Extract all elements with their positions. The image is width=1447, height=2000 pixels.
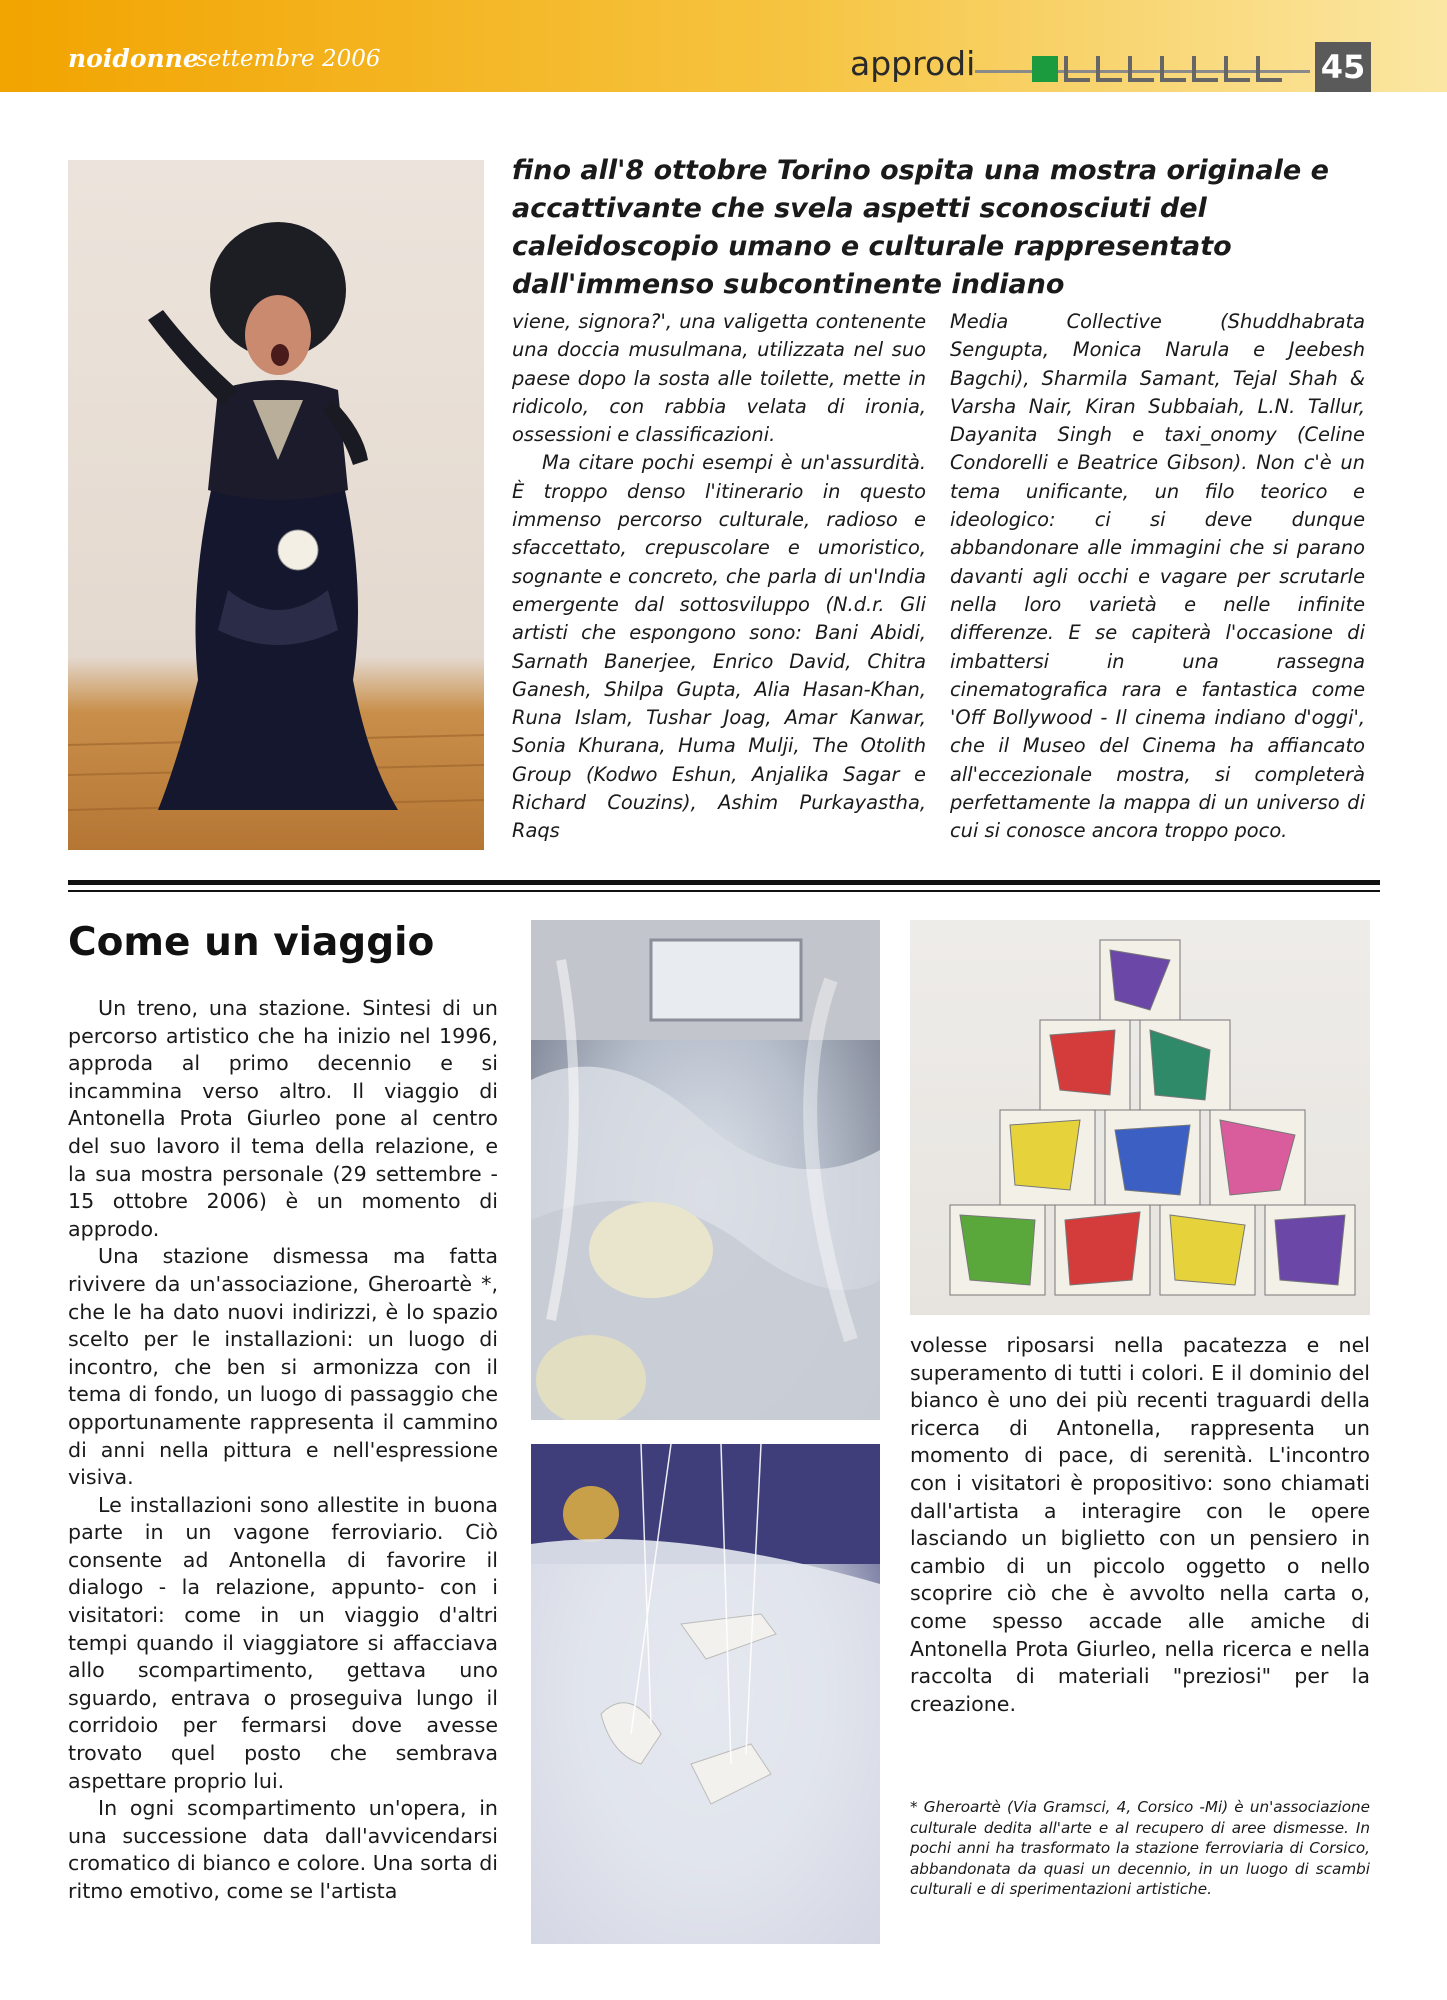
article-column-left	[68, 995, 498, 1906]
marker-square	[1128, 56, 1154, 82]
paragraph: Ma citare pochi esempi è un'assurdità. È troppo denso l'itinerario in questo immenso percorso culturale, radioso e sfaccettato, crepuscolare e umoristico, sognante e concreto, che parla di un'India emergente dal sottosviluppo (N.d.r. Gli artisti che espongono sono: Bani Abidi, Sarnath Banerjee, Enrico David, Chitra Ganesh, Shilpa Gupta, Alia Hasan-Khan, Runa Islam, Tushar Joag, Amar Kanwar, Sonia Khurana, Huma Mulji, The Otolith Group (Kodwo Eshun, Anjalika Sagar e Richard Couzins), Ashim Purkayastha, Raqs	[512, 451, 926, 843]
paragraph: In ogni scompartimento un'opera, in una successione data dall'avvicendarsi cromatico di bianco e colore. Una sorta di ritmo emotivo, come se l'artista	[68, 1796, 498, 1903]
top-article-column-2	[950, 308, 1365, 846]
paragraph: Media Collective (Shuddhabrata Sengupta, Monica Narula e Jeebesh Bagchi), Sharmila Samant, Tejal Shah & Varsha Nair, Kiran Subbaiah, L.N. Tallur, Dayanita Singh e taxi_onomy (Celine Condorelli e Beatrice Gibson). Non c'è un tema unificante, un filo teorico e ideologico: ci si deve dunque abbandonare alle immagini che si parano davanti agli occhi e vagare per scrutarle nella loro varietà e nelle infinite differenze. E se capiterà l'occasione di imbattersi in una rassegna cinematografica rara e fantastica come 'Off Bollywood - Il cinema indiano d'oggi', che il Museo del Cinema ha affiancato all'eccezionale mostra, si completerà perfettamente la mappa di un universo di cui si conosce ancora troppo poco.	[950, 310, 1365, 843]
footnote: * Gheroartè (Via Gramsci, 4, Corsico -Mi) è un'associazione culturale dedita all'arte e al recupero di aree dismesse. In pochi anni ha trasformato la stazione ferroviaria di Corsico, abbandonata da quasi un decennio, in un luogo di scambi culturali e di sperimentazioni artistiche.	[910, 1798, 1370, 1899]
cubes-illustration	[910, 920, 1370, 1315]
issue-date: settembre 2006	[196, 46, 381, 72]
marker-square	[1256, 56, 1282, 82]
train-installation-photo	[531, 920, 880, 1420]
performer-illustration	[68, 160, 484, 850]
marker-square	[1160, 56, 1186, 82]
train-illustration	[531, 920, 880, 1420]
paragraph: volesse riposarsi nella pacatezza e nel superamento di tutti i colori. E il dominio del bianco è uno dei più recenti traguardi della ricerca di Antonella, rappresenta un momento di pace, di serenità. L'incontro con i visitatori è propositivo: sono chiamati dall'artista a interagire con le opere lasciando un biglietto con un pensiero in cambio di un piccolo oggetto o nello scoprire ciò che è avvolto nella carta o, come spesso accade alle amiche di Antonella Prota Giurleo, nella ricerca e nella raccolta di materiali "preziosi" per la creazione.	[910, 1333, 1370, 1716]
performer-photo	[68, 160, 484, 850]
marker-square	[1192, 56, 1218, 82]
paragraph: Le installazioni sono allestite in buona parte in un vagone ferroviario. Ciò consente ad Antonella di favorire il dialogo - la relazione, appunto- con i visitatori: come in un viaggio d'altri tempi quando il viaggiatore si affacciava allo scompartimento, gettava uno sguardo, entrava o proseguiva lungo il corridoio per fermarsi dove avesse trovato quel posto che sembrava aspettare proprio lui.	[68, 1492, 498, 1793]
section-marker	[1032, 56, 1282, 82]
paragraph: viene, signora?', una valigetta contenente una doccia musulmana, utilizzata nel suo paese dopo la sosta alle toilette, mette in ridicolo, con rabbia velata di ironia, ossessioni e classificazioni.	[512, 310, 926, 447]
marker-square	[1096, 56, 1122, 82]
paragraph: Una stazione dismessa ma fatta rivivere da un'associazione, Gheroartè *, che le ha dato nuovi indirizzi, è lo spazio scelto per le installazioni: un luogo di incontro, che ben si armonizza con il tema di fondo, un luogo di passaggio che opportunamente rappresenta il cammino di anni nella pittura e nell'espressione visiva.	[68, 1244, 498, 1490]
hands-illustration	[531, 1444, 880, 1944]
top-article-column-1	[512, 308, 926, 846]
paragraph: Un treno, una stazione. Sintesi di un percorso artistico che ha inizio nel 1996, approda al primo decennio e si incammina verso altro. Il viaggio di Antonella Prota Giurleo pone al centro del suo lavoro il tema della relazione, e la sua mostra personale (29 settembre - 15 ottobre 2006) è un momento di approdo.	[68, 996, 498, 1241]
cubes-artwork-photo	[910, 920, 1370, 1315]
magazine-name: noidonne	[68, 44, 199, 73]
article-column-right	[910, 1332, 1370, 1718]
marker-square	[1064, 56, 1090, 82]
section-title: approdi	[850, 44, 976, 83]
page-number: 45	[1315, 42, 1371, 92]
section-divider	[68, 880, 1380, 892]
article-subtitle: fino all'8 ottobre Torino ospita una mostra originale e accattivante che svela aspetti sconosciuti del caleidoscopio umano e culturale rappresentato dall'immenso subcontinente indiano	[512, 155, 1329, 300]
hands-installation-photo	[531, 1444, 880, 1944]
article-title: Come un viaggio	[68, 920, 435, 965]
active-marker-square	[1032, 56, 1058, 82]
marker-square	[1224, 56, 1250, 82]
